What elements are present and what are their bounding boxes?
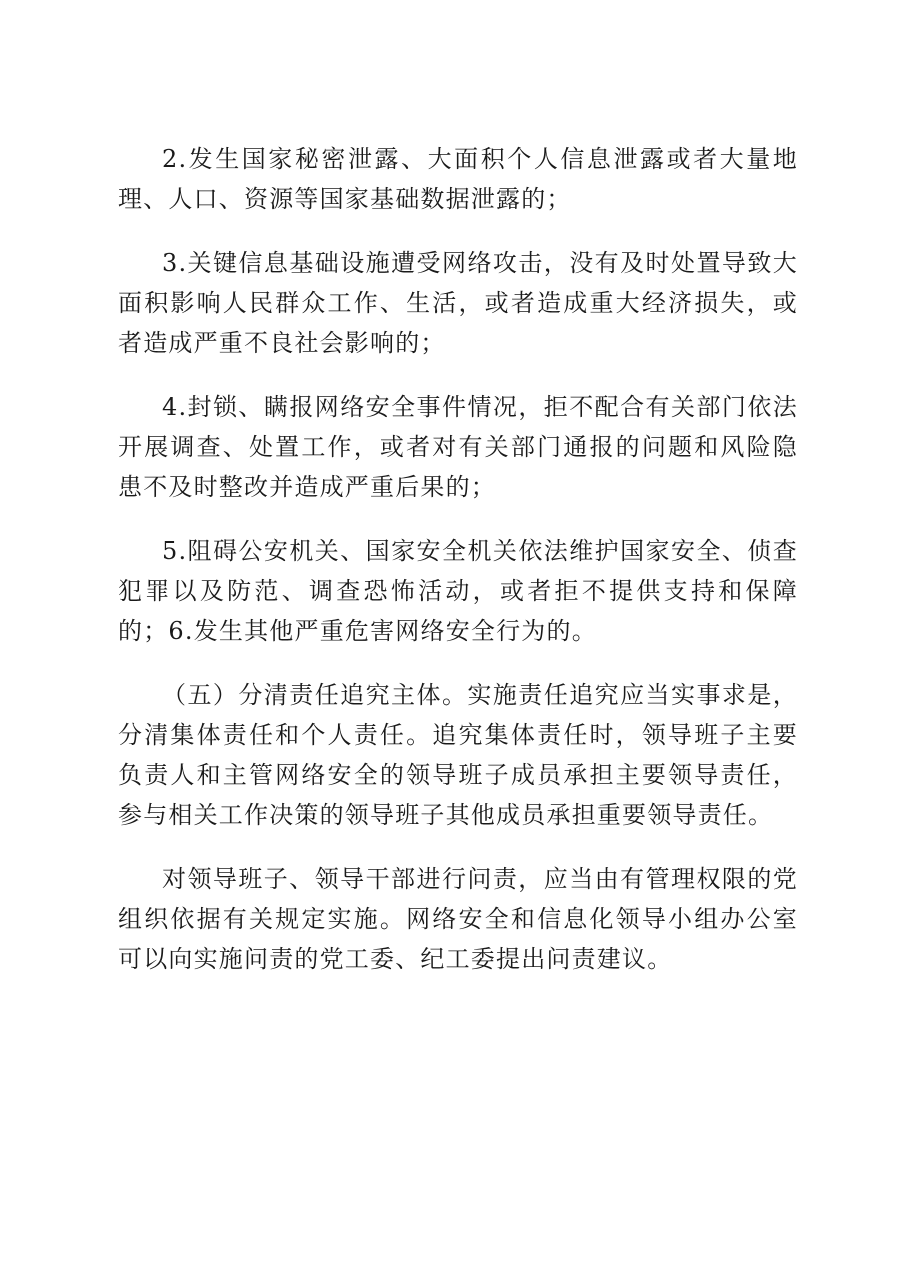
document-body bbox=[118, 139, 798, 1003]
paragraph-section-5: （五）分清责任追究主体。实施责任追究应当实事求是，分清集体责任和个人责任。追究集体责任时，领导班子主要负责人和主管网络安全的领导班子成员承担主要领导责任，参与相关工作决策的领导班子其他成员承担重要领导责任。 bbox=[118, 681, 798, 829]
paragraph-item-3: 3.关键信息基础设施遭受网络攻击，没有及时处置导致大面积影响人民群众工作、生活，或者造成重大经济损失，或者造成严重不良社会影响的； bbox=[118, 249, 798, 357]
paragraph-accountability: 对领导班子、领导干部进行问责，应当由有管理权限的党组织依据有关规定实施。网络安全和信息化领导小组办公室可以向实施问责的党工委、纪工委提出问责建议。 bbox=[118, 865, 798, 973]
paragraph-item-4: 4.封锁、瞒报网络安全事件情况，拒不配合有关部门依法开展调查、处置工作，或者对有关部门通报的问题和风险隐患不及时整改并造成严重后果的； bbox=[118, 393, 798, 501]
paragraph-item-5-6: 5.阻碍公安机关、国家安全机关依法维护国家安全、侦查犯罪以及防范、调查恐怖活动，或者拒不提供支持和保障的；6.发生其他严重危害网络安全行为的。 bbox=[118, 537, 798, 645]
paragraph-item-2: 2.发生国家秘密泄露、大面积个人信息泄露或者大量地理、人口、资源等国家基础数据泄露的； bbox=[118, 145, 798, 213]
